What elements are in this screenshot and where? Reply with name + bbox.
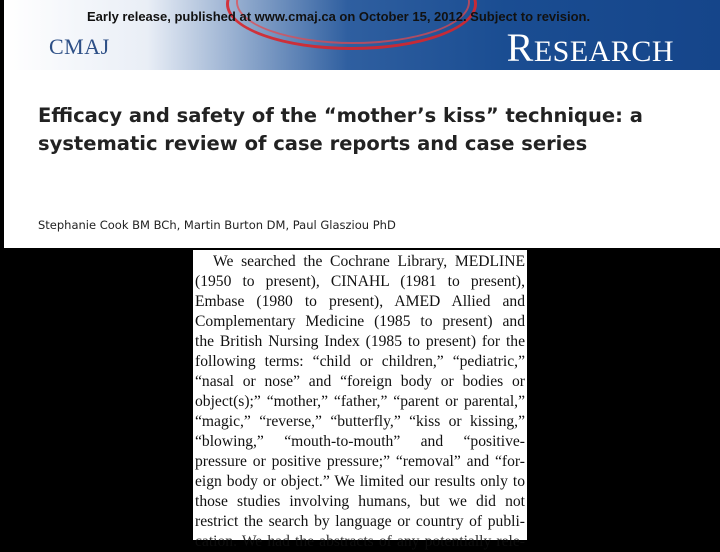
excerpt-line: “magic,” “reverse,” “butterfly,” “kiss or kissing,”	[195, 413, 525, 430]
section-label-rest: ESEARCH	[533, 35, 674, 68]
excerpt-line: cation. We had the abstracts of any potentially rele-	[195, 533, 525, 550]
excerpt-line: Complementary Medicine (1985 to present) and	[195, 313, 525, 330]
excerpt-line: “nasal or nose” and “foreign body or bodies or	[195, 373, 525, 390]
excerpt-line: those studies involving humans, but we did not	[195, 493, 525, 510]
excerpt-line: eign body or object.” We limited our results only to	[195, 473, 525, 490]
excerpt-text	[195, 252, 525, 552]
early-release-note: Early release, published at www.cmaj.ca on October 15, 2012. Subject to revision.	[87, 9, 591, 24]
section-label-initial: R	[506, 25, 534, 70]
slide-header-panel	[4, 0, 720, 248]
journal-banner	[4, 0, 720, 70]
author-list: Stephanie Cook BM BCh, Martin Burton DM, Paul Glasziou PhD	[38, 218, 396, 232]
excerpt-line: object(s);” “mother,” “father,” “parent or parental,”	[195, 393, 525, 410]
excerpt-line: pressure or positive pressure;” “removal” and “for-	[195, 453, 525, 470]
excerpt-line: We searched the Cochrane Library, MEDLINE	[213, 253, 525, 270]
methods-excerpt	[193, 250, 527, 550]
excerpt-line: following terms: “child or children,” “pediatric,”	[195, 353, 525, 370]
excerpt-line: (1950 to present), CINAHL (1981 to present),	[195, 273, 525, 290]
excerpt-line: the British Nursing Index (1985 to present) for the	[195, 333, 525, 350]
excerpt-line: “blowing,” “mouth-to-mouth” and “positive-	[195, 433, 525, 450]
excerpt-line: restrict the search by language or country of publi-	[195, 513, 525, 530]
section-label	[507, 24, 674, 71]
journal-logo: CMAJ	[49, 34, 110, 59]
paper-title: Efficacy and safety of the “mother’s kiss” technique: a systematic review of case reports and case series	[38, 104, 643, 155]
excerpt-line: Embase (1980 to present), AMED Allied and	[195, 293, 525, 310]
